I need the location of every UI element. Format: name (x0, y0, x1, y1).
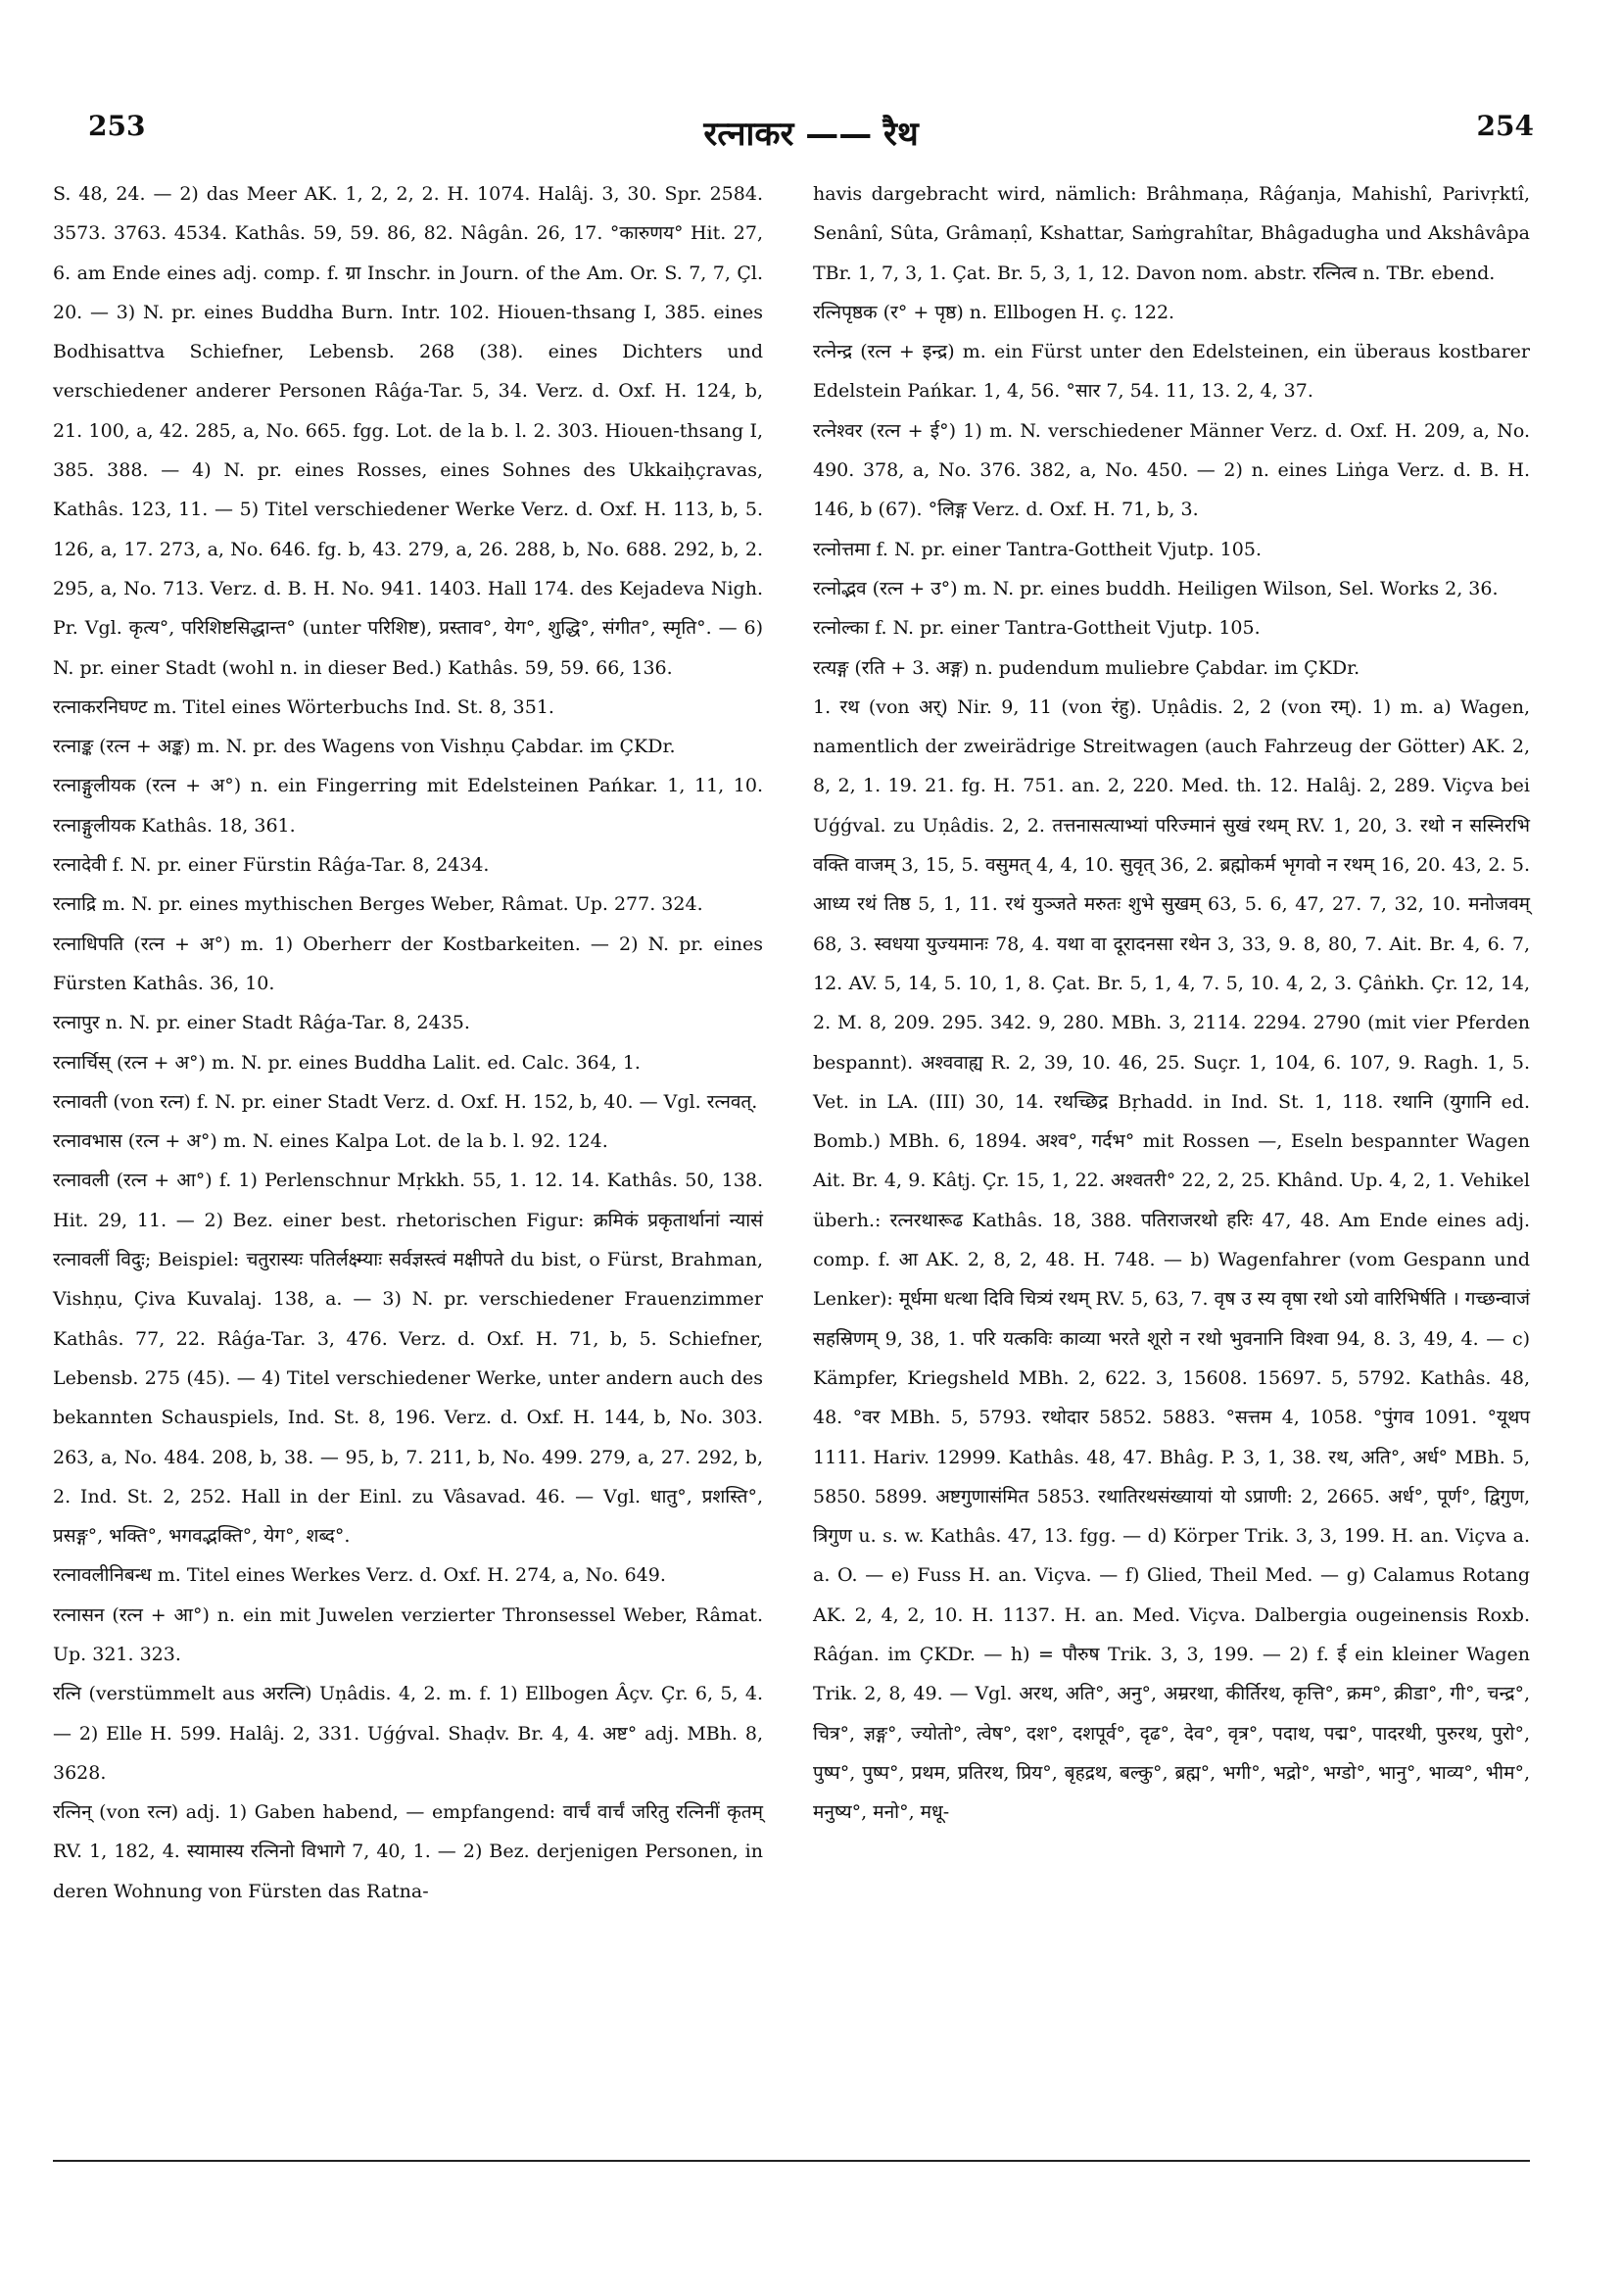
entry-paragraph: S. 48, 24. — 2) das Meer AK. 1, 2, 2, 2. H. 1074. Halâj. 3, 30. Spr. 2584. 3573. 3763. 4534. Kathâs. 59, 59. 86, 82. Nâgân. 26, 17. °कारुणय° Hit. 27, 6. am Ende eines adj. comp. f. ग्रा Inschr. in Journ. of the Am. Or. S. 7, 7, Çl. 20. — 3) N. pr. eines Buddha Burn. Intr. 102. Hiouen-thsang I, 385. eines Bodhisattva Schiefner, Lebensb. 268 (38). eines Dichters und verschiedener anderer Personen Râǵa-Tar. 5, 34. Verz. d. Oxf. H. 124, b, 21. 100, a, 42. 285, a, No. 665. fgg. Lot. de la b. l. 2. 303. Hiouen-thsang I, 385. 388. — 4) N. pr. eines Rosses, eines Sohnes des Ukkaiḥçravas, Kathâs. 123, 11. — 5) Titel verschiedener Werke Verz. d. Oxf. H. 113, b, 5. 126, a, 17. 273, a, No. 646. fg. b, 43. 279, a, 26. 288, b, No. 688. 292, b, 2. 295, a, No. 713. Verz. d. B. H. No. 941. 1403. Hall 174. des Kejadeva Nigh. Pr. Vgl. कृत्य°, परिशिष्टसिद्धान्त° (unter परिशिष्ट), प्रस्ताव°, येग°, शुद्धि°, संगीत°, स्मृति°. — 6) N. pr. einer Stadt (wohl n. in dieser Bed.) Kathâs. 59, 59. 66, 136. (53, 183, 763, 679)
entry-paragraph: रत्नासन (रत्न + आ°) n. ein mit Juwelen verzierter Thronsessel Weber, Râmat. Up. 321. 323. (53, 1603, 763, 1665)
right-column (813, 174, 1530, 1832)
entry-paragraph: 1. रथ (von अर्) Nir. 9, 11 (von रंहु). Uṇâdis. 2, 2 (von रम्). 1) m. a) Wagen, namentlich der zweirädrige Streitwagen (auch Fahrzeug der Götter) AK. 2, 8, 2, 1. 19. 21. fg. H. 751. an. 2, 220. Med. th. 12. Halâj. 2, 289. Viçva bei Uǵǵval. zu Uṇâdis. 2, 2. तत्तनासत्याभ्यां परिज्मानं सुखं रथम् RV. 1, 20, 3. रथो न सस्निरभि वक्ति वाजम् 3, 15, 5. वसुमत् 4, 4, 10. सुवृत् 36, 2. ब्रह्मोकर्म भृगवो न रथम् 16, 20. 43, 2. 5. आध्य रथं तिष्ठ 5, 1, 11. रथं युञ्जते मरुतः शुभे सुखम् 63, 5. 6, 47, 27. 7, 32, 10. मनोजवम् 68, 3. स्वधया युज्यमानः 78, 4. यथा वा दूरादनसा रथेन 3, 33, 9. 8, 80, 7. Ait. Br. 4, 6. 7, 12. AV. 5, 14, 5. 10, 1, 8. Çat. Br. 5, 1, 4, 7. 5, 10. 4, 2, 3. Çâṅkh. Çr. 12, 14, 2. M. 8, 209. 295. 342. 9, 280. MBh. 3, 2114. 2294. 2790 (mit vier Pferden bespannt). अश्ववाह्य R. 2, 39, 10. 46, 25. Suçr. 1, 104, 6. 107, 9. Ragh. 1, 5. Vet. in LA. (III) 30, 14. रथच्छिद्र Bṛhadd. in Ind. St. 1, 118. रथानि (युगानि ed. Bomb.) MBh. 6, 1894. अश्व°, गर्दभ° mit Rossen —, Eseln bespannter Wagen Ait. Br. 4, 9. Kâtj. Çr. 15, 1, 22. अश्वतरी° 22, 2, 25. Khând. Up. 4, 2, 1. Vehikel überh.: रत्नरथारूढ Kathâs. 18, 388. पतिराजरथो हरिः 47, 48. Am Ende eines adj. comp. f. आ AK. 2, 8, 2, 48. H. 748. — b) Wagenfahrer (vom Gespann und Lenker): मूर्धमा धत्था दिवि चित्र्यं रथम् RV. 5, 63, 7. वृष उ स्य वृषा रथो ऽयो वारिभिर्षति । गच्छन्वाजं सहस्रिणम् 9, 38, 1. परि यत्कविः काव्या भरते शूरो न रथो भुवनानि विश्वा 94, 8. 3, 49, 4. — c) Kämpfer, Kriegsheld MBh. 2, 622. 3, 15608. 15697. 5, 5792. Kathâs. 48, 48. °वर MBh. 5, 5793. रथोदार 5852. 5883. °सत्तम 4, 1058. °पुंगव 1091. °यूथप 1111. Hariv. 12999. Kathâs. 48, 47. Bhâg. P. 3, 1, 38. रथ, अति°, अर्ध° MBh. 5, 5850. 5899. अष्टगुणासंमित 5853. रथातिरथसंख्यायां यो ऽप्राणी: 2, 2665. अर्ध°, पूर्ण°, द्विगुण, त्रिगुण u. s. w. Kathâs. 47, 13. fgg. — d) Körper Trik. 3, 3, 199. H. an. Viçva a. a. O. — e) Fuss H. an. Viçva. — f) Glied, Theil Med. — g) Calamus Rotang AK. 2, 4, 2, 10. H. 1137. H. an. Med. Viçva. Dalbergia ougeinensis Roxb. Râǵan. im ÇKDr. — h) = पौरुष Trik. 3, 3, 199. — 2) f. ई ein kleiner Wagen Trik. 2, 8, 49. — Vgl. अरथ, अति°, अनु°, अम्ररथा, कीर्तिरथ, कृत्ति°, क्रम°, क्रीडा°, गी°, चन्द्र°, चित्र°, ज्ञङ्ग°, ज्योतो°, त्वेष°, दश°, दशपूर्व°, दृढ°, देव°, वृत्र°, पदाथ, पद्म°, पादरथी, पुरुरथ, पुरो°, पुष्प°, पुष्प°, प्रथम, प्रतिरथ, प्रिय°, बृहद्रथ, बल्कु°, ब्रह्म°, भगी°, भद्रो°, भग्डो°, भानु°, भाव्य°, भीम°, मनुष्य°, मनो°, मधू- (813, 695, 1530, 1824)
entry-paragraph: रत्यङ्ग (रति + 3. अङ्ग) n. pudendum muliebre Çabdar. im ÇKDr. (813, 656, 1360, 679)
entry-paragraph: रत्नि (verstümmelt aus अरत्नि) Uṇâdis. 4, 2. m. f. 1) Ellbogen Âçv. Çr. 6, 5, 4. — 2) Elle H. 599. Halâj. 2, 331. Uǵǵval. Shaḍv. Br. 4, 4. अष्ट° adj. MBh. 8, 3628. (53, 1683, 763, 1784)
entry-paragraph: havis dargebracht wird, nämlich: Brâhmaṇa, Râǵanja, Mahishî, Parivṛktî, Senânî, Sûta, Grâmaṇî, Kshattar, Saṁgrahîtar, Bhâgadugha und Akshâvâpa TBr. 1, 7, 3, 1. Çat. Br. 5, 3, 1, 12. Davon nom. abstr. रत्नित्व n. TBr. ebend. (813, 183, 1530, 284)
running-head: रत्नाकर —— रैथ (703, 115, 919, 154)
left-column (53, 174, 763, 1911)
entry-paragraph: रत्नाकरनिघण्ट m. Titel eines Wörterbuchs Ind. St. 8, 351. (53, 695, 554, 718)
page-header (88, 110, 1534, 153)
entry-paragraph: रत्निपृष्ठक (र° + पृष्ठ) n. Ellbogen H. ç. 122. (813, 301, 1175, 323)
entry-paragraph: रत्नेश्वर (रत्न + ई°) 1) m. N. verschiedener Männer Verz. d. Oxf. H. 209, a, No. 490. 378, a, No. 376. 382, a, No. 450. — 2) n. eines Liṅga Verz. d. B. H. 146, b (67). °लिङ्ग Verz. d. Oxf. H. 71, b, 3. (813, 419, 1530, 521)
entry-paragraph: रत्नाङ्क (रत्न + अङ्क) m. N. pr. des Wagens von Vishṇu Çabdar. im ÇKDr. (53, 736, 676, 758)
entry-paragraph: रत्नोत्तमा f. N. pr. einer Tantra-Gottheit Vjutp. 105. (813, 538, 1262, 560)
page-number-left: 253 (88, 110, 146, 142)
entry-paragraph: रत्नेन्द्र (रत्न + इन्द्र) m. ein Fürst unter den Edelsteinen, ein überaus kostbarer Edelstein Pańkar. 1, 4, 56. °सार 7, 54. 11, 13. 2, 4, 37. (813, 341, 1530, 403)
page-number-right: 254 (1476, 110, 1534, 142)
entry-paragraph: रत्नावली (रत्न + आ°) f. 1) Perlenschnur Mṛkkh. 55, 1. 12. 14. Kathâs. 50, 138. Hit. 29, 11. — 2) Bez. einer best. rhetorischen Figur: क्रमिकं प्रकृतार्थानां न्यासं रत्नावलीं विदुः; Beispiel: चतुरास्यः पतिर्लक्ष्म्याः सर्वज्ञस्त्वं मक्षीपते du bist, o Fürst, Brahman, Vishṇu, Çiva Kuvalaj. 138, a. — 3) N. pr. verschiedener Frauenzimmer Kathâs. 77, 22. Râǵa-Tar. 3, 476. Verz. d. Oxf. H. 71, b, 5. Schiefner, Lebensb. 275 (45). — 4) Titel verschiedener Werke, unter andern auch des bekannten Schauspiels, Ind. St. 8, 196. Verz. d. Oxf. H. 144, b, No. 303. 263, a, No. 484. 208, b, 38. — 95, b, 7. 211, b, No. 499. 279, a, 27. 292, b, 2. Ind. St. 2, 252. Hall in der Einl. zu Vâsavad. 46. — Vgl. धातु°, प्रशस्ति°, प्रसङ्ग°, भक्ति°, भगवद्भक्ति°, येग°, शब्द°. (53, 1170, 763, 1548)
entry-paragraph: रत्नावभास (रत्न + अ°) m. N. eines Kalpa Lot. de la b. l. 92. 124. (53, 1130, 608, 1153)
entry-paragraph: रत्नापुर n. N. pr. einer Stadt Râǵa-Tar. 8, 2435. (53, 1012, 470, 1034)
entry-paragraph: रत्निन् (von रत्न) adj. 1) Gaben habend, — empfangend: वार्चं वार्चं जरितु रत्निनीं कृतम् RV. 1, 182, 4. स्यामास्य रत्निनो विभागे 7, 40, 1. — 2) Bez. derjenigen Personen, in deren Wohnung von Fürsten das Ratna- (53, 1801, 763, 1902)
entry-paragraph: रत्नोद्भव (रत्न + उ°) m. N. pr. eines buddh. Heiligen Wilson, Sel. Works 2, 36. (813, 577, 1499, 599)
entry-paragraph: रत्नावलीनिबन्ध m. Titel eines Werkes Verz. d. Oxf. H. 274, a, No. 649. (53, 1564, 666, 1587)
entry-paragraph: रत्नावती (von रत्न) f. N. pr. einer Stadt Verz. d. Oxf. H. 152, b, 40. — Vgl. रत्नवत्. (53, 1090, 758, 1113)
footer-rule (53, 2160, 1530, 2162)
entry-paragraph: रत्नादेवी f. N. pr. einer Fürstin Râǵa-Tar. 8, 2434. (53, 854, 490, 877)
entry-paragraph: रत्नाद्रि m. N. pr. eines mythischen Berges Weber, Râmat. Up. 277. 324. (53, 893, 703, 916)
entry-paragraph: रत्नाङ्गुलीयक (रत्न + अ°) n. ein Fingerring mit Edelsteinen Pańkar. 1, 11, 10. रत्नाङ्गुलीयक Kathâs. 18, 361. (53, 775, 763, 837)
entry-paragraph: रत्नार्चिस् (रत्न + अ°) m. N. pr. eines Buddha Lalit. ed. Calc. 364, 1. (53, 1051, 641, 1074)
entry-paragraph: रत्नोल्का f. N. pr. einer Tantra-Gottheit Vjutp. 105. (813, 617, 1261, 640)
entry-paragraph: रत्नाधिपति (रत्न + अ°) m. 1) Oberherr der Kostbarkeiten. — 2) N. pr. eines Fürsten Kathâs. 36, 10. (53, 933, 763, 994)
